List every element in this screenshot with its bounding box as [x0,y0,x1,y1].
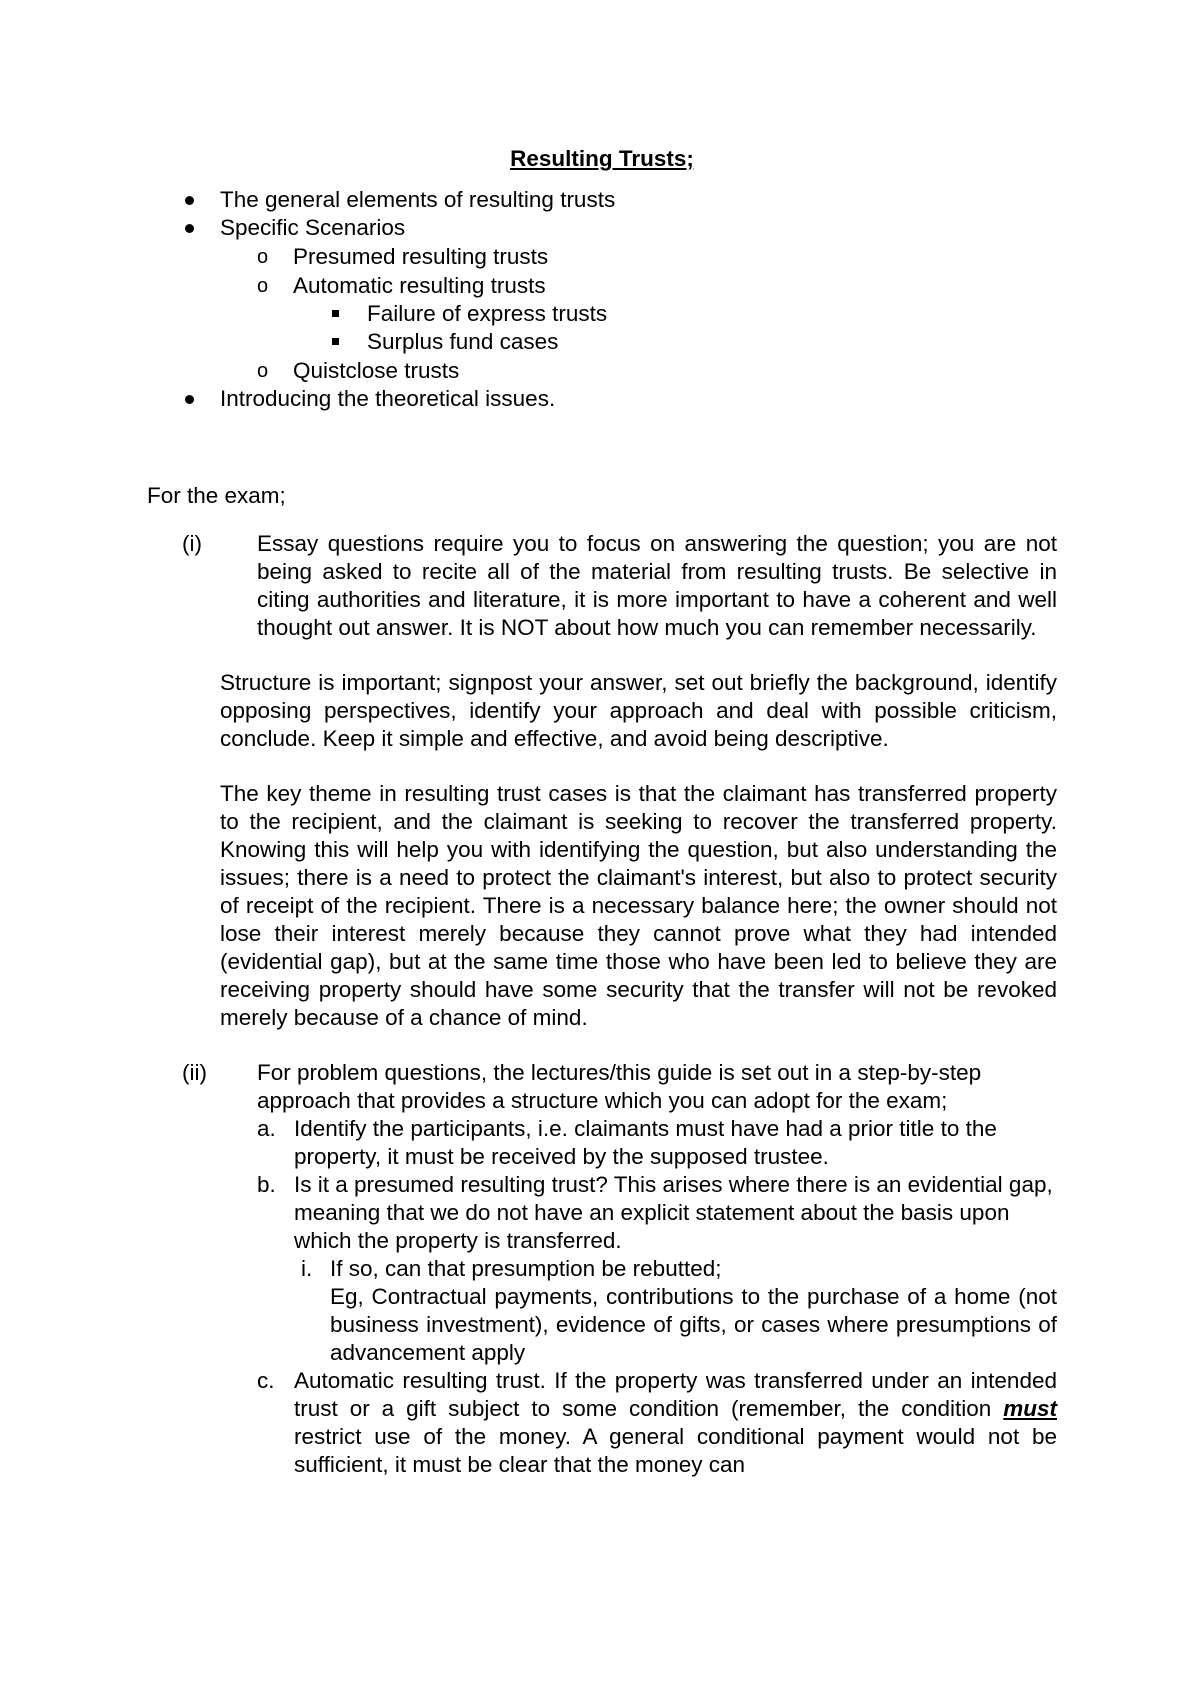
substep-label: i. [301,1256,313,1281]
outline-item-text: Automatic resulting trusts [293,273,546,298]
substep-examples: Eg, Contractual payments, contributions to the purchase of a home (not business investment), evidence of gifts, or cases where presumptions of advancement apply [330,1284,1057,1365]
step-item [257,1367,1057,1479]
essay-paragraph: Essay questions require you to focus on answering the question; you are not being asked to recite all of the material from resulting trusts. Be selective in citing authorities and literature, it is more important to have a coherent and well thought out answer. It is NOT about how much you can remember necessarily. [257,531,1057,640]
outline-subitem [147,356,1057,385]
section-ii [147,1059,1057,1479]
bullet-icon [185,395,194,404]
outline-item [147,214,1057,242]
outline-subsubitem [147,300,1057,328]
emphasis-text: must [1003,1396,1057,1421]
step-label: a. [257,1116,276,1141]
outline-item-text: Surplus fund cases [367,329,559,354]
bullet-icon [185,196,194,205]
substep-item [257,1255,1057,1367]
exam-heading: For the exam; [147,483,286,508]
outline-item-text: Specific Scenarios [220,215,406,240]
step-label: b. [257,1172,276,1197]
section-i [147,530,1057,642]
outline-subitem [147,271,1057,300]
step-text-continued: restrict use of the money. A general conditional payment would not be sufficient, it must be clear that the money can [294,1424,1057,1477]
step-item [257,1115,1057,1171]
substep-text: If so, can that presumption be rebutted; [330,1256,722,1281]
outline-item-text: The general elements of resulting trusts [220,187,616,212]
document-content [147,145,1057,1479]
key-theme-paragraph: The key theme in resulting trust cases is that the claimant has transferred property to the recipient, and the claimant is seeking to recover the transferred property. Knowing this will help you with identifying the question, but also understanding the issues; there is a need to protect the claimant's interest, but also to protect security of receipt of the recipient. There is a necessary balance here; the owner should not lose their interest merely because they cannot prove what they had intended (evidential gap), but at the same time those who have been led to believe they are receiving property should have some security that the transfer will not be revoked merely because of a chance of mind. [220,781,1057,1030]
bullet-icon [185,224,194,233]
outline-item [147,186,1057,214]
substep-list [257,1255,1057,1367]
outline-item-text: Failure of express trusts [367,301,608,326]
problem-intro: For problem questions, the lectures/this guide is set out in a step-by-step approach that provides a structure which you can adopt for the exam; [257,1060,982,1113]
circle-bullet-icon: o [257,360,269,382]
step-item [257,1171,1057,1367]
structure-paragraph: Structure is important; signpost your answer, set out briefly the background, identify opposing perspectives, identify your approach and deal with possible criticism, conclude. Keep it simple and effective, and avoid being descriptive. [220,670,1057,751]
step-text: Identify the participants, i.e. claimants must have had a prior title to the property, it must be received by the supposed trustee. [294,1116,997,1169]
section-label: (i) [182,531,202,556]
topic-outline [147,186,1057,413]
step-list [257,1115,1057,1479]
square-bullet-icon [332,338,339,345]
step-text: Automatic resulting trust. If the property was transferred under an intended trust or a gift subject to some condition (remember, the condition [294,1368,1057,1421]
circle-bullet-icon: o [257,246,269,268]
outline-item-text: Presumed resulting trusts [293,244,549,269]
document-title: Resulting Trusts; [510,146,694,171]
circle-bullet-icon: o [257,275,269,297]
step-label: c. [257,1368,275,1393]
outline-item [147,385,1057,413]
square-bullet-icon [332,310,339,317]
outline-subitem [147,242,1057,271]
step-text: Is it a presumed resulting trust? This arises where there is an evidential gap, meaning that we do not have an explicit statement about the basis upon which the property is transferred. [294,1172,1053,1253]
outline-subsubitem [147,328,1057,356]
outline-item-text: Quistclose trusts [293,358,460,383]
outline-item-text: Introducing the theoretical issues. [220,386,556,411]
section-label: (ii) [182,1060,207,1085]
